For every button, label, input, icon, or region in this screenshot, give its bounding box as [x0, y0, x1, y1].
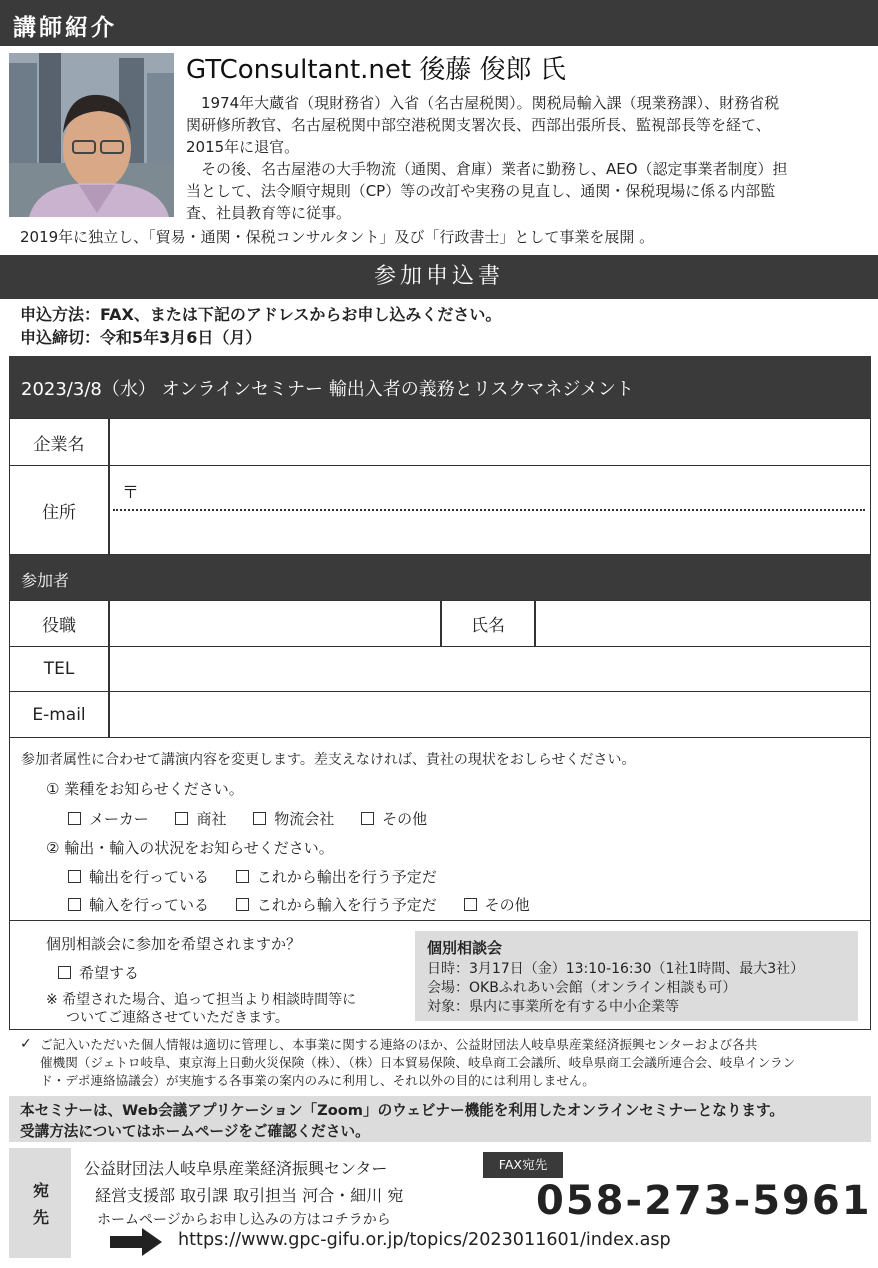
footer-org: 公益財団法人岐阜県産業経済振興センター [84, 1159, 388, 1178]
survey-intro: 参加者属性に合わせて講演内容を変更します。差支えなければ、貴社の現状をおしらせください。 [21, 752, 636, 768]
bio-line: 査、社員教育等に従事。 [186, 204, 352, 222]
address-input[interactable] [113, 513, 865, 551]
consult-note-1: ※ 希望された場合、追って担当より相談時間等に [46, 992, 357, 1008]
email-label: E-mail [32, 704, 86, 725]
checkbox[interactable] [68, 870, 81, 883]
instructor-photo [9, 53, 174, 217]
checkbox[interactable] [236, 870, 249, 883]
q2-options-row2 [68, 894, 552, 915]
form-title: 参加申込書 [373, 264, 504, 289]
instructor-name: GTConsultant.net 後藤 俊郎 氏 [186, 55, 566, 85]
bio-line: 関研修所教官、名古屋税関中部空港税関支署次長、西部出張所長、監視部長等を経て、 [186, 116, 771, 134]
q1-option-other[interactable] [361, 808, 427, 829]
q1-options [68, 808, 449, 829]
arrow-right-icon [110, 1228, 162, 1260]
bio-last-line: 2019年に独立し、「貿易・通関・保税コンサルタント」及び「行政書士」として事業を展開 。 [20, 228, 655, 246]
q2-option-importing[interactable] [68, 894, 209, 915]
checkbox[interactable] [68, 812, 81, 825]
survey-q1: ① 業種をお知らせください。 [46, 780, 244, 798]
to-label-box [9, 1148, 71, 1258]
instructor-section-title: 講師紹介 [13, 15, 117, 41]
consult-option[interactable] [58, 962, 139, 983]
postal-code-input[interactable] [145, 470, 865, 506]
consult-info-venue: 会場：OKBふれあい会館（オンライン相談も可） [427, 980, 737, 996]
footer-dept: 経営支援部 取引課 取引担当 河合・細川 宛 [95, 1186, 404, 1205]
participant-bar [9, 555, 871, 600]
consult-note-2: ついてご連絡させていただきます。 [66, 1010, 289, 1026]
seminar-title: 2023/3/8（水） オンラインセミナー 輸出入者の義務とリスクマネジメント [21, 379, 634, 400]
privacy-text [40, 1036, 795, 1090]
check-icon: ✓ [20, 1036, 32, 1052]
q1-option-trading[interactable] [175, 808, 226, 829]
q2-options-row1 [68, 866, 459, 887]
apply-method: 申込方法：FAX、または下記のアドレスからお申し込みください。 [20, 305, 502, 324]
fax-number: 058-273-5961 [536, 1178, 872, 1224]
instructor-bio [186, 92, 866, 224]
participant-label: 参加者 [21, 571, 70, 590]
footer-hp-note: ホームページからお申し込みの方はコチラから [97, 1212, 391, 1228]
checkbox[interactable] [175, 812, 188, 825]
seminar-title-bar [9, 356, 871, 418]
to-label-1: 宛 [33, 1181, 50, 1200]
online-notice-line1: 本セミナーは、Web会議アプリケーション「Zoom」のウェビナー機能を利用したオンラインセミナーとなります。 [20, 1102, 785, 1119]
online-notice-line2: 受講方法についてはホームページをご確認ください。 [20, 1123, 370, 1140]
option-label: その他 [484, 896, 530, 914]
address-divider [108, 465, 110, 555]
consult-question: 個別相談会に参加を希望されますか？ [46, 935, 302, 953]
company-label: 企業名 [33, 434, 85, 455]
postal-mark: 〒 [122, 483, 139, 503]
bio-line: その後、名古屋港の大手物流（通関、倉庫）業者に勤務し、AEO（認定事業者制度）担 [186, 160, 788, 178]
company-input[interactable] [110, 420, 868, 464]
email-input[interactable] [110, 693, 868, 736]
privacy-line: ご記入いただいた個人情報は適切に管理し、本事業に関する連絡のほか、公益財団法人岐阜県産業経済振興センターおよび各共 [40, 1037, 758, 1052]
q2-option-other[interactable] [464, 894, 530, 915]
checkbox[interactable] [253, 812, 266, 825]
name-label: 氏名 [471, 616, 505, 636]
consult-info-target: 対象：県内に事業所を有する中小企業等 [427, 999, 679, 1015]
option-label: 物流会社 [274, 810, 335, 828]
checkbox[interactable] [464, 898, 477, 911]
q2-option-exporting[interactable] [68, 866, 209, 887]
checkbox[interactable] [361, 812, 374, 825]
bio-line: 1974年大蔵省（現財務省）入省（名古屋税関）。関税局輸入課（現業務課）、財務省税 [186, 94, 780, 112]
option-label: その他 [382, 810, 428, 828]
q2-option-plan-export[interactable] [236, 866, 437, 887]
survey-q2: ② 輸出・輸入の状況をお知らせください。 [46, 839, 334, 857]
address-dotted-line [113, 509, 865, 511]
checkbox[interactable] [58, 966, 71, 979]
option-label: 希望する [79, 964, 140, 982]
form-title-bar [0, 255, 878, 299]
checkbox[interactable] [236, 898, 249, 911]
privacy-line: 催機関（ジェトロ岐阜、東京海上日動火災保険（株）、（株）日本貿易保険、岐阜商工会議所、岐阜県商工会議所連合会、岐阜インラン [40, 1055, 796, 1070]
to-label-2: 先 [33, 1208, 50, 1227]
consult-info-title: 個別相談会 [427, 939, 503, 957]
tel-input[interactable] [110, 648, 868, 690]
tel-label: TEL [43, 659, 75, 679]
instructor-header [0, 0, 878, 46]
privacy-line: ド・デポ連絡協議会）が実施する各事業の案内のみに利用し、それ以外の目的には利用しません。 [40, 1073, 595, 1088]
checkbox[interactable] [68, 898, 81, 911]
bio-line: 当として、法令順守規則（CP）等の改訂や実務の見直し、通関・保税現場に係る内部監 [186, 182, 776, 200]
q1-option-maker[interactable] [68, 808, 149, 829]
option-label: 輸入を行っている [89, 896, 210, 914]
name-input[interactable] [536, 602, 868, 645]
apply-deadline: 申込締切：令和5年3月6日（月） [20, 328, 262, 347]
option-label: 商社 [196, 810, 227, 828]
consult-info-date: 日時：3月17日（金）13:10-16:30（1社1時間、最大3社） [427, 961, 805, 977]
option-label: これから輸入を行う予定だ [256, 896, 437, 914]
option-label: 輸出を行っている [89, 868, 210, 886]
option-label: これから輸出を行う予定だ [256, 868, 437, 886]
fax-label-badge [483, 1152, 563, 1178]
fax-label: FAX宛先 [498, 1157, 548, 1172]
address-label: 住所 [42, 502, 76, 523]
position-label: 役職 [42, 616, 76, 636]
option-label: メーカー [89, 810, 149, 828]
footer-url-link[interactable]: https://www.gpc-gifu.or.jp/topics/2023011601/index.asp [178, 1230, 671, 1250]
q2-option-plan-import[interactable] [236, 894, 437, 915]
bio-line: 2015年に退官。 [186, 138, 300, 156]
q1-option-logistics[interactable] [253, 808, 334, 829]
position-input[interactable] [110, 602, 439, 645]
